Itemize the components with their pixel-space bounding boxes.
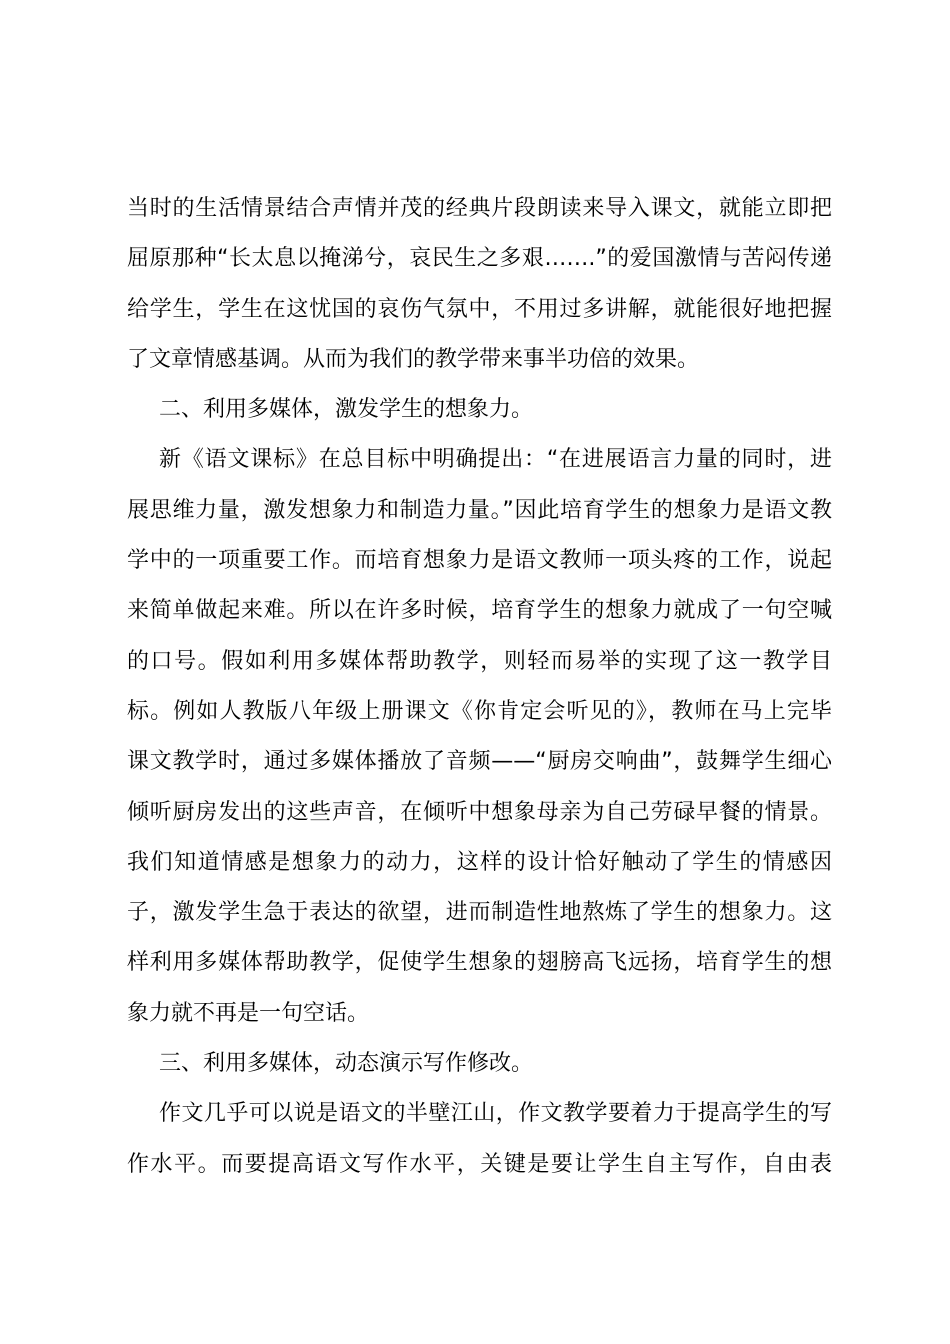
text-line: 作水平。而要提高语文写作水平，关键是要让学生自主写作，自由表 bbox=[127, 1151, 832, 1177]
section-heading: 二、利用多媒体，激发学生的想象力。 bbox=[159, 397, 534, 423]
text-line: 倾听厨房发出的这些声音，在倾听中想象母亲为自己劳碌早餐的情景。 bbox=[127, 799, 832, 825]
text-line: 展思维力量，激发想象力和制造力量。”因此培育学生的想象力是语文教 bbox=[127, 497, 832, 523]
text-line: 给学生，学生在这忧国的哀伤气氛中，不用过多讲解，就能很好地把握 bbox=[127, 296, 832, 322]
text-line: 新《语文课标》在总目标中明确提出：“在进展语言力量的同时，进 bbox=[159, 447, 832, 473]
text-line: 样利用多媒体帮助教学，促使学生想象的翅膀高飞远扬，培育学生的想 bbox=[127, 950, 832, 976]
text-line: 子，激发学生急于表达的欲望，进而制造性地熬炼了学生的想象力。这 bbox=[127, 900, 832, 926]
text-line: 屈原那种“长太息以掩涕兮，哀民生之多艰…….”的爱国激情与苦闷传递 bbox=[127, 246, 832, 272]
text-line: 当时的生活情景结合声情并茂的经典片段朗读来导入课文，就能立即把 bbox=[127, 196, 832, 221]
text-line: 了文章情感基调。从而为我们的教学带来事半功倍的效果。 bbox=[127, 346, 700, 372]
section-heading: 三、利用多媒体，动态演示写作修改。 bbox=[159, 1051, 534, 1077]
text-line: 课文教学时，通过多媒体播放了音频——“厨房交响曲”，鼓舞学生细心 bbox=[127, 749, 832, 775]
text-line: 学中的一项重要工作。而培育想象力是语文教师一项头疼的工作，说起 bbox=[127, 548, 832, 574]
body-text bbox=[127, 184, 832, 1190]
text-line: 标。例如人教版八年级上册课文《你肯定会听见的》，教师在马上完毕 bbox=[127, 698, 832, 724]
text-line: 的口号。假如利用多媒体帮助教学，则轻而易举的实现了这一教学目 bbox=[127, 648, 832, 674]
text-line: 来简单做起来难。所以在许多时候，培育学生的想象力就成了一句空喊 bbox=[127, 598, 832, 624]
text-line: 象力就不再是一句空话。 bbox=[127, 1000, 370, 1026]
text-line: 我们知道情感是想象力的动力，这样的设计恰好触动了学生的情感因 bbox=[127, 849, 832, 875]
text-line: 作文几乎可以说是语文的半壁江山，作文教学要着力于提高学生的写 bbox=[159, 1101, 832, 1127]
